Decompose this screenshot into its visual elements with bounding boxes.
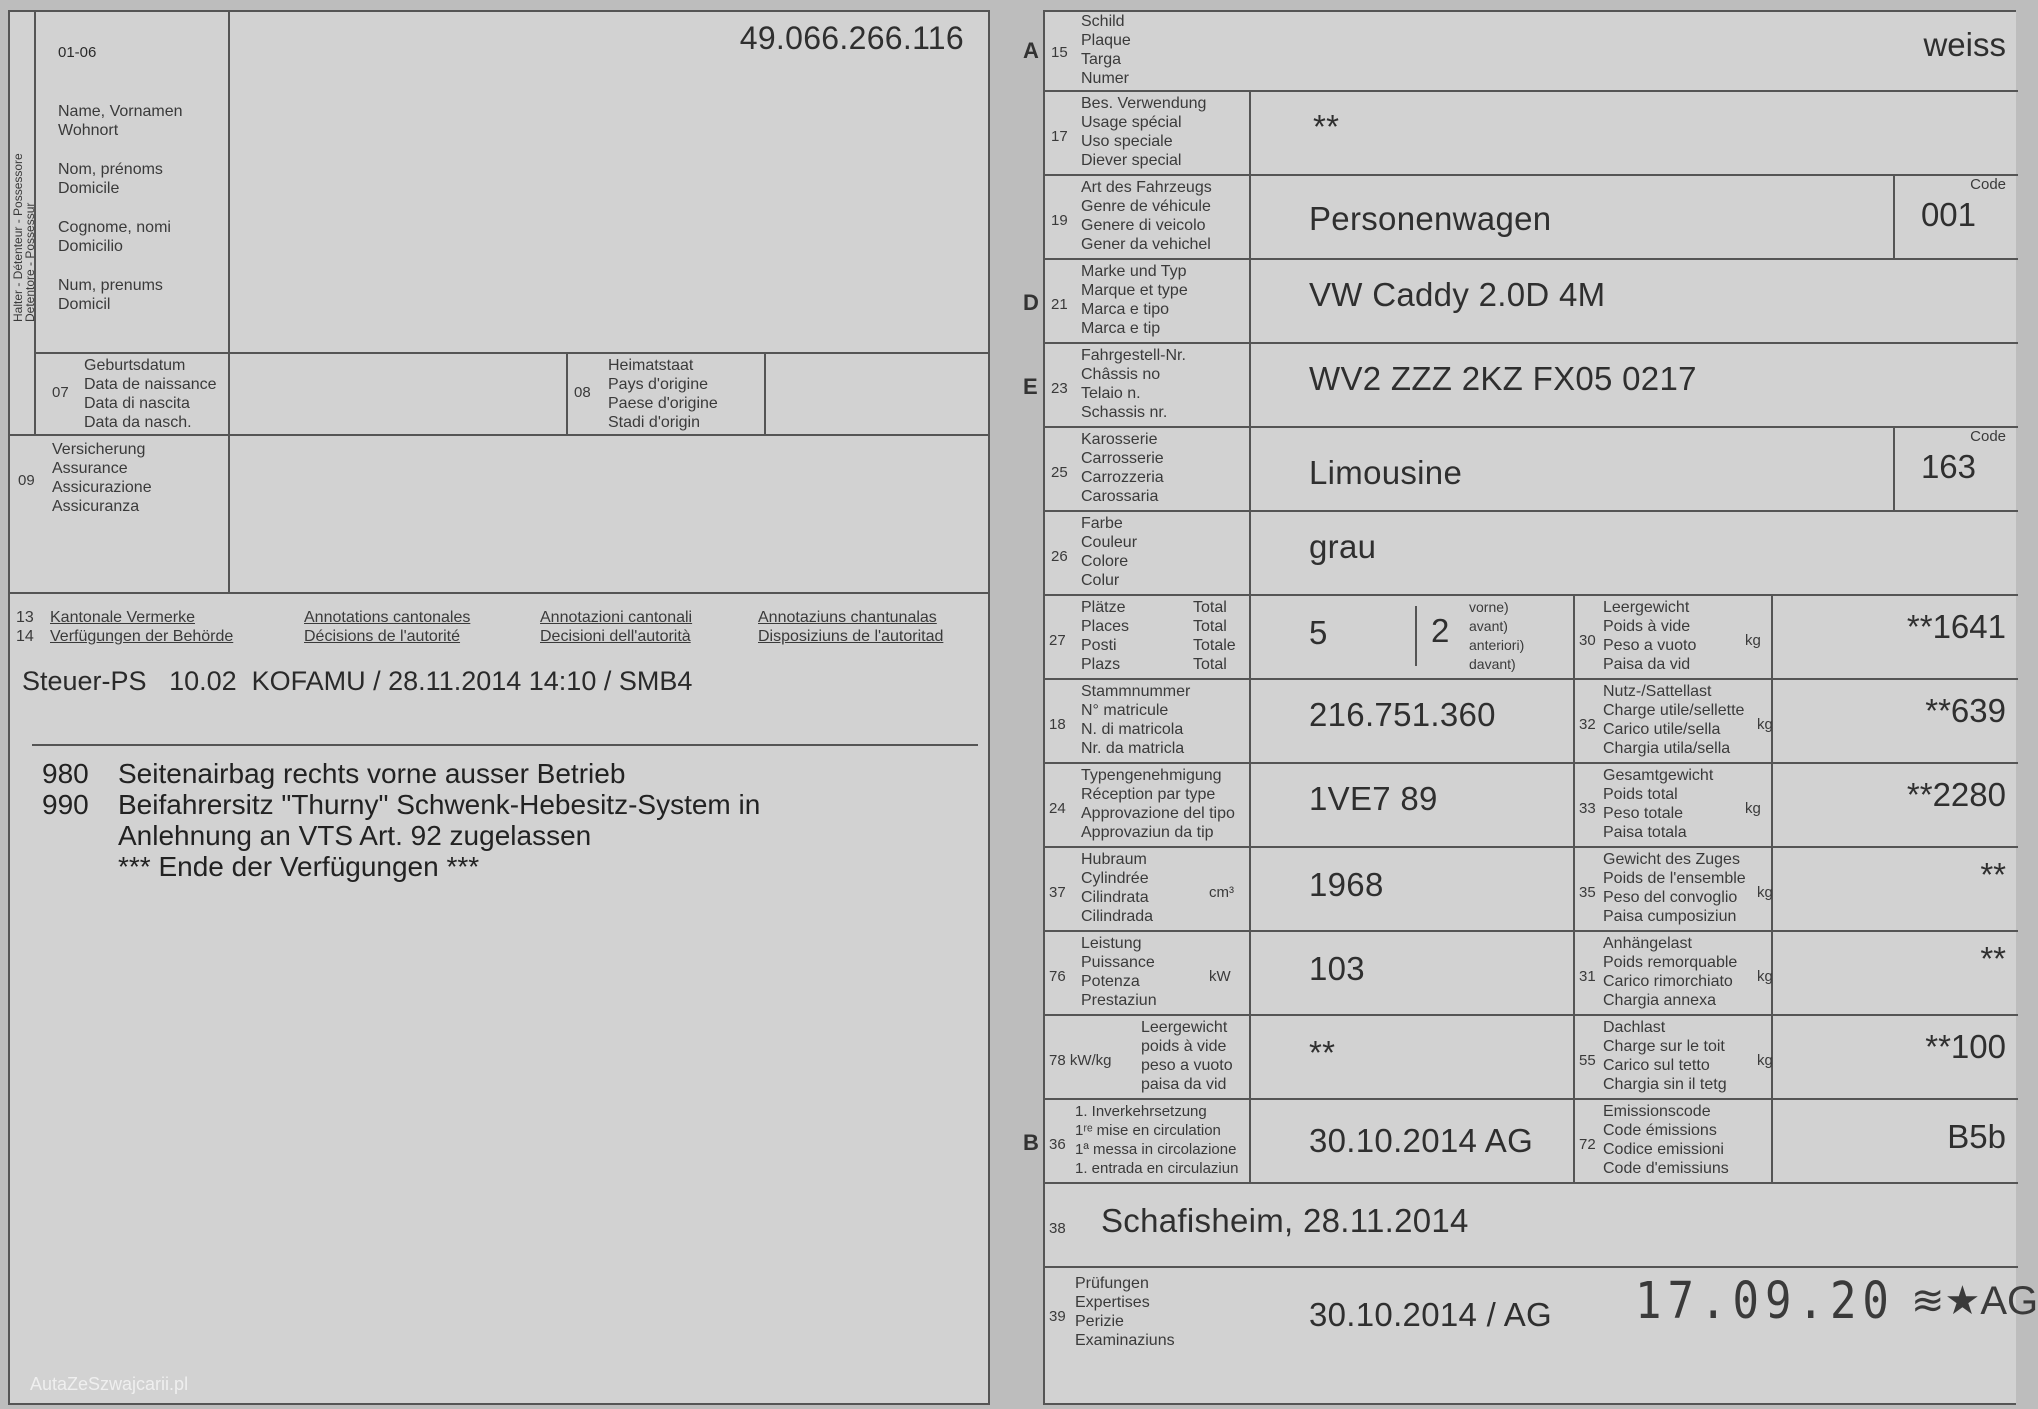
- row-31-unit: kg: [1757, 968, 1773, 985]
- row-21-letter: D: [1023, 290, 1039, 315]
- row-19-num: 19: [1051, 212, 1068, 229]
- name-label-de: Name, Vornamen Wohnort: [58, 103, 183, 139]
- make-model-value: VW Caddy 2.0D 4M: [1309, 276, 1606, 313]
- row-26-num: 26: [1051, 548, 1068, 565]
- inspection-value: 30.10.2014 / AG: [1309, 1296, 1553, 1333]
- train-weight-value: **: [1980, 856, 2006, 893]
- row-30-unit: kg: [1745, 632, 1761, 649]
- type-approval-value: 1VE7 89: [1309, 780, 1438, 817]
- row-78-label: Leergewicht poids à vide peso a vuoto paisa da vid: [1141, 1019, 1233, 1093]
- seats-total-value: 5: [1309, 614, 1328, 651]
- chassis-number-value: WV2 ZZZ 2KZ FX05 0217: [1309, 360, 1697, 397]
- row-19-label: Art des Fahrzeugs Genre de véhicule Genere di veicolo Gener da vehichel: [1081, 179, 1212, 253]
- document-number: 49.066.266.116: [739, 20, 964, 56]
- row-35-label: Gewicht des Zuges Poids de l'ensemble Peso del convoglio Paisa cumposiziun: [1603, 851, 1746, 925]
- row-31-label: Anhängelast Poids remorquable Carico rimorchiato Chargia annexa: [1603, 935, 1738, 1009]
- row-35-num: 35: [1579, 884, 1596, 901]
- origin-label: Heimatstaat Pays d'origine Paese d'origine Stadi d'origin: [608, 357, 718, 431]
- row-23-label: Fahrgestell-Nr. Châssis no Telaio n. Schassis nr.: [1081, 347, 1186, 421]
- name-label-rm: Num, prenums Domicil: [58, 277, 163, 313]
- seats-front-label: vorne) avant) anteriori) davant): [1469, 599, 1525, 672]
- row-37-num: 37: [1049, 884, 1066, 901]
- row-39-label: Prüfungen Expertises Perizie Examinaziuns: [1075, 1275, 1175, 1349]
- row-76-num: 76: [1049, 968, 1066, 985]
- row-18-num: 18: [1049, 716, 1066, 733]
- row-55-unit: kg: [1757, 1052, 1773, 1069]
- field-01-06: 01-06: [58, 44, 97, 61]
- row-36-num: 36: [1049, 1136, 1066, 1153]
- birth-label: Geburtsdatum Data de naissance Data di nascita Data da nasch.: [84, 357, 217, 431]
- row-76-label: Leistung Puissance Potenza Prestaziun: [1081, 935, 1157, 1009]
- row-25-label: Karosserie Carrosserie Carrozzeria Carossaria: [1081, 431, 1164, 505]
- payload-value: **639: [1925, 692, 2006, 729]
- annotation-nums: 13 14: [16, 609, 34, 645]
- birth-num: 07: [52, 384, 69, 401]
- row-35-unit: kg: [1757, 884, 1773, 901]
- row-72-label: Emissionscode Code émissions Codice emissioni Code d'emissiuns: [1603, 1103, 1729, 1177]
- remark-text-4: *** Ende der Verfügungen ***: [118, 851, 480, 882]
- row-21-label: Marke und Typ Marque et type Marca e tipo Marca e tip: [1081, 263, 1188, 337]
- color-value: grau: [1309, 528, 1377, 565]
- first-registration-value: 30.10.2014 AG: [1309, 1122, 1534, 1159]
- remark-text-1: Seitenairbag rechts vorne ausser Betrieb: [118, 758, 626, 789]
- row-19-code-label: Code: [1970, 176, 2006, 193]
- row-24-num: 24: [1049, 800, 1066, 817]
- power-value: 103: [1309, 950, 1365, 987]
- row-33-num: 33: [1579, 800, 1596, 817]
- inspection-stamp: 17.09.20: [1635, 1272, 1895, 1331]
- remark-code-1: 980: [42, 758, 89, 789]
- row-55-label: Dachlast Charge sur le toit Carico sul tetto Chargia sin il tetg: [1603, 1019, 1727, 1093]
- row-38-num: 38: [1049, 1220, 1066, 1237]
- place-date-value: Schafisheim, 28.11.2014: [1101, 1202, 1469, 1239]
- row-27-label: Plätze Places Posti Plazs: [1081, 599, 1130, 673]
- seats-front-value: 2: [1431, 612, 1450, 649]
- row-76-unit: kW: [1209, 968, 1231, 985]
- row-27-total-label: Total Total Totale Total: [1193, 599, 1236, 673]
- emission-code-value: B5b: [1947, 1118, 2006, 1155]
- left-page: [8, 10, 990, 1405]
- row-24-label: Typengenehmigung Réception par type Approvazione del tipo Approvaziun da tip: [1081, 767, 1235, 841]
- curb-weight-value: **1641: [1906, 608, 2006, 645]
- row-25-num: 25: [1051, 464, 1068, 481]
- watermark: AutaZeSzwajcarii.pl: [30, 1374, 189, 1394]
- remark-text-3: Anlehnung an VTS Art. 92 zugelassen: [118, 820, 592, 851]
- row-18-label: Stammnummer N° matricule N. di matricola Nr. da matricla: [1081, 683, 1191, 757]
- row-25-code-label: Code: [1970, 428, 2006, 445]
- name-label-fr: Nom, prénoms Domicile: [58, 161, 163, 197]
- row-26-label: Farbe Couleur Colore Colur: [1081, 515, 1138, 589]
- trailer-load-value: **: [1980, 940, 2006, 977]
- remark-text-2: Beifahrersitz "Thurny" Schwenk-Hebesitz-System in: [118, 789, 761, 820]
- row-33-unit: kg: [1745, 800, 1761, 817]
- body-type-code: 163: [1920, 448, 1976, 485]
- row-37-label: Hubraum Cylindrée Cilindrata Cilindrada: [1081, 851, 1154, 925]
- row-37-unit: cm³: [1209, 884, 1234, 901]
- row-17-num: 17: [1051, 128, 1068, 145]
- holder-side-label: Halter - Détenteur - Possessore Detentore - Possessur: [11, 153, 37, 322]
- name-label-it: Cognome, nomi Domicilio: [58, 219, 171, 255]
- row-21-num: 21: [1051, 296, 1068, 313]
- annotation-it: Annotazioni cantonali Decisioni dell'autorità: [540, 609, 693, 645]
- row-32-num: 32: [1579, 716, 1596, 733]
- total-weight-value: **2280: [1906, 776, 2006, 813]
- row-55-num: 55: [1579, 1052, 1596, 1069]
- annotation-rm: Annotaziuns chantunalas Disposiziuns de l'autoritad: [758, 609, 944, 645]
- row-23-num: 23: [1051, 380, 1068, 397]
- vehicle-kind-code: 001: [1920, 196, 1976, 233]
- row-15-letter: A: [1023, 38, 1039, 63]
- annotation-fr: Annotations cantonales Décisions de l'autorité: [304, 609, 471, 645]
- row-78-num: 78 kW/kg: [1049, 1052, 1112, 1069]
- steuer-line: Steuer-PS 10.02 KOFAMU / 28.11.2014 14:10 / SMB4: [22, 666, 693, 696]
- row-23-letter: E: [1023, 374, 1038, 399]
- plate-color-value: weiss: [1923, 26, 2006, 63]
- row-33-label: Gesamtgewicht Poids total Peso totale Paisa totala: [1603, 767, 1714, 841]
- inspection-stamp-suffix: ≋★AG: [1911, 1279, 2038, 1323]
- base-number-value: 216.751.360: [1309, 696, 1496, 733]
- row-17-label: Bes. Verwendung Usage spécial Uso speciale Diever special: [1081, 95, 1207, 169]
- origin-num: 08: [574, 384, 591, 401]
- row-72-num: 72: [1579, 1136, 1596, 1153]
- row-15-num: 15: [1051, 44, 1068, 61]
- body-type-value: Limousine: [1309, 454, 1463, 491]
- power-weight-value: **: [1309, 1034, 1336, 1071]
- vehicle-kind-value: Personenwagen: [1309, 200, 1552, 237]
- row-39-num: 39: [1049, 1308, 1066, 1325]
- insurance-label: Versicherung Assurance Assicurazione Assicuranza: [52, 441, 152, 515]
- row-27-num: 27: [1049, 632, 1066, 649]
- row-30-num: 30: [1579, 632, 1596, 649]
- right-page: [1023, 10, 2038, 1405]
- remark-code-2: 990: [42, 789, 89, 820]
- displacement-value: 1968: [1309, 866, 1384, 903]
- insurance-num: 09: [18, 472, 35, 489]
- row-30-label: Leergewicht Poids à vide Peso a vuoto Paisa da vid: [1603, 599, 1697, 673]
- roof-load-value: **100: [1925, 1028, 2006, 1065]
- row-31-num: 31: [1579, 968, 1596, 985]
- row-36-letter: B: [1023, 1130, 1039, 1155]
- row-36-label: 1. Inverkehrsetzung 1ʳᵉ mise en circulation 1ª messa in circolazione 1. entrada en circulaziun: [1075, 1103, 1239, 1177]
- special-use-value: **: [1313, 108, 1340, 145]
- row-32-label: Nutz-/Sattellast Charge utile/sellette Carico utile/sella Chargia utila/sella: [1603, 683, 1745, 757]
- row-32-unit: kg: [1757, 716, 1773, 733]
- row-15-label: Schild Plaque Targa Numer: [1081, 13, 1131, 87]
- annotation-de: Kantonale Vermerke Verfügungen der Behörde: [50, 609, 234, 645]
